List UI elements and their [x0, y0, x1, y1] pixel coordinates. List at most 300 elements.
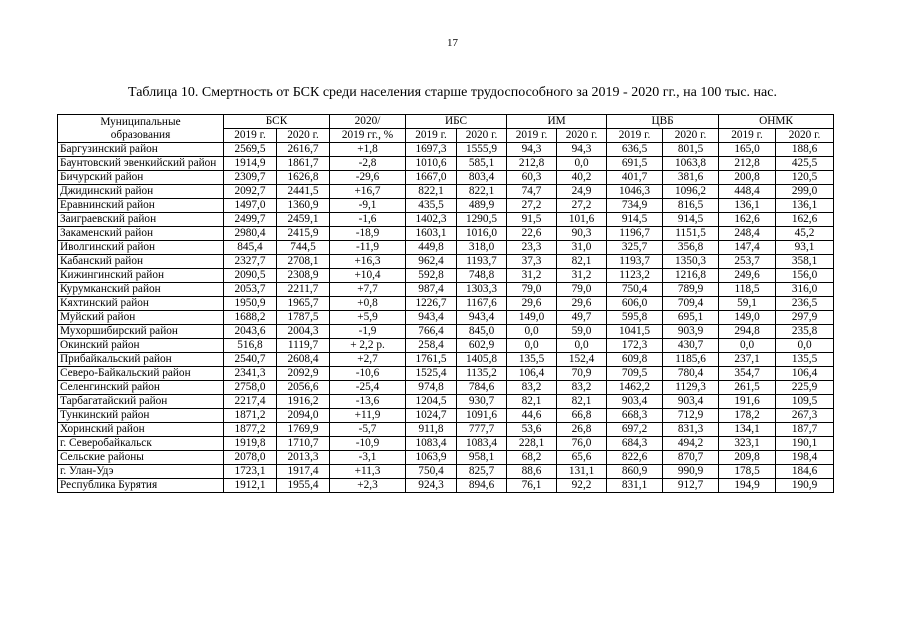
value-cell: -1,6 — [330, 213, 406, 227]
value-cell: 2056,6 — [277, 381, 330, 395]
value-cell: 134,1 — [719, 423, 776, 437]
value-cell: 60,3 — [507, 171, 557, 185]
value-cell: -29,6 — [330, 171, 406, 185]
region-name-cell: Селенгинский район — [58, 381, 224, 395]
value-cell: 2341,3 — [224, 367, 277, 381]
value-cell: 825,7 — [457, 465, 507, 479]
table-row — [58, 465, 834, 479]
value-cell: 845,4 — [224, 241, 277, 255]
value-cell: 1965,7 — [277, 297, 330, 311]
value-cell: 2980,4 — [224, 227, 277, 241]
value-cell: 31,0 — [557, 241, 607, 255]
value-cell: 1697,3 — [406, 143, 457, 157]
year-header-bsk-2020: 2020 г. — [277, 129, 330, 143]
value-cell: 94,3 — [507, 143, 557, 157]
value-cell: 200,8 — [719, 171, 776, 185]
region-name-cell: Северо-Байкальский район — [58, 367, 224, 381]
value-cell: -13,6 — [330, 395, 406, 409]
value-cell: 1914,9 — [224, 157, 277, 171]
value-cell: 1123,2 — [607, 269, 663, 283]
value-cell: 0,0 — [557, 339, 607, 353]
value-cell: 49,7 — [557, 311, 607, 325]
value-cell: 22,6 — [507, 227, 557, 241]
value-cell: 162,6 — [719, 213, 776, 227]
table-row — [58, 479, 834, 493]
table-row — [58, 423, 834, 437]
value-cell: 602,9 — [457, 339, 507, 353]
value-cell: 29,6 — [507, 297, 557, 311]
year-header-cvb-2020: 2020 г. — [663, 129, 719, 143]
value-cell: 684,3 — [607, 437, 663, 451]
value-cell: 194,9 — [719, 479, 776, 493]
year-header-onmk-2019: 2019 г. — [719, 129, 776, 143]
value-cell: 178,5 — [719, 465, 776, 479]
value-cell: 592,8 — [406, 269, 457, 283]
region-header-line2: образования — [110, 128, 171, 141]
year-header-bsk-2019: 2019 г. — [224, 129, 277, 143]
value-cell: 784,6 — [457, 381, 507, 395]
value-cell: 943,4 — [457, 311, 507, 325]
value-cell: 2309,7 — [224, 171, 277, 185]
value-cell: 2758,0 — [224, 381, 277, 395]
value-cell: 2327,7 — [224, 255, 277, 269]
value-cell: 2043,6 — [224, 325, 277, 339]
value-cell: 0,0 — [507, 339, 557, 353]
value-cell: 609,8 — [607, 353, 663, 367]
value-cell: 74,7 — [507, 185, 557, 199]
value-cell: 2013,3 — [277, 451, 330, 465]
value-cell: +11,3 — [330, 465, 406, 479]
value-cell: 209,8 — [719, 451, 776, 465]
value-cell: 65,6 — [557, 451, 607, 465]
value-cell: 29,6 — [557, 297, 607, 311]
value-cell: 191,6 — [719, 395, 776, 409]
value-cell: 236,5 — [776, 297, 834, 311]
value-cell: 1360,9 — [277, 199, 330, 213]
year-header-ibs-2020: 2020 г. — [457, 129, 507, 143]
value-cell: 1091,6 — [457, 409, 507, 423]
value-cell: 962,4 — [406, 255, 457, 269]
table-row — [58, 241, 834, 255]
year-header-onmk-2020: 2020 г. — [776, 129, 834, 143]
group-header-bsk: БСК — [224, 115, 330, 129]
value-cell: 1204,5 — [406, 395, 457, 409]
value-cell: 712,9 — [663, 409, 719, 423]
value-cell: 2569,5 — [224, 143, 277, 157]
table-row — [58, 199, 834, 213]
value-cell: 974,8 — [406, 381, 457, 395]
region-name-cell: Баунтовский эвенкийский район — [58, 157, 224, 171]
value-cell: 27,2 — [507, 199, 557, 213]
value-cell: 267,3 — [776, 409, 834, 423]
value-cell: -10,6 — [330, 367, 406, 381]
region-name-cell: Тункинский район — [58, 409, 224, 423]
value-cell: 120,5 — [776, 171, 834, 185]
value-cell: 40,2 — [557, 171, 607, 185]
value-cell: 1016,0 — [457, 227, 507, 241]
value-cell: 83,2 — [557, 381, 607, 395]
value-cell: 912,7 — [663, 479, 719, 493]
value-cell: 0,0 — [776, 339, 834, 353]
value-cell: 448,4 — [719, 185, 776, 199]
value-cell: 903,4 — [663, 395, 719, 409]
table-row — [58, 381, 834, 395]
value-cell: 1861,7 — [277, 157, 330, 171]
value-cell: 0,0 — [719, 339, 776, 353]
value-cell: 1787,5 — [277, 311, 330, 325]
value-cell: 258,4 — [406, 339, 457, 353]
value-cell: 0,0 — [507, 325, 557, 339]
value-cell: +2,7 — [330, 353, 406, 367]
value-cell: 90,3 — [557, 227, 607, 241]
region-header — [58, 115, 224, 143]
value-cell: 435,5 — [406, 199, 457, 213]
value-cell: 585,1 — [457, 157, 507, 171]
region-name-cell: Кабанский район — [58, 255, 224, 269]
value-cell: 860,9 — [607, 465, 663, 479]
value-cell: 248,4 — [719, 227, 776, 241]
value-cell: 1151,5 — [663, 227, 719, 241]
value-cell: 1193,7 — [607, 255, 663, 269]
value-cell: +7,7 — [330, 283, 406, 297]
region-name-cell: Кижингинский район — [58, 269, 224, 283]
value-cell: 1761,5 — [406, 353, 457, 367]
value-cell: 316,0 — [776, 283, 834, 297]
value-cell: 1129,3 — [663, 381, 719, 395]
group-header-cvb: ЦВБ — [607, 115, 719, 129]
value-cell: 1405,8 — [457, 353, 507, 367]
region-name-cell: Баргузинский район — [58, 143, 224, 157]
value-cell: 766,4 — [406, 325, 457, 339]
region-name-cell: Мухоршибирский район — [58, 325, 224, 339]
value-cell: 894,6 — [457, 479, 507, 493]
value-cell: 1667,0 — [406, 171, 457, 185]
value-cell: 489,9 — [457, 199, 507, 213]
table-row — [58, 269, 834, 283]
value-cell: 23,3 — [507, 241, 557, 255]
value-cell: 943,4 — [406, 311, 457, 325]
value-cell: 356,8 — [663, 241, 719, 255]
value-cell: 870,7 — [663, 451, 719, 465]
value-cell: 2415,9 — [277, 227, 330, 241]
value-cell: 516,8 — [224, 339, 277, 353]
value-cell: -1,9 — [330, 325, 406, 339]
value-cell: 822,1 — [457, 185, 507, 199]
value-cell: 595,8 — [607, 311, 663, 325]
change-header-line1: 2020/ — [330, 115, 406, 129]
value-cell: 822,1 — [406, 185, 457, 199]
value-cell: 2308,9 — [277, 269, 330, 283]
value-cell: 358,1 — [776, 255, 834, 269]
value-cell: 1216,8 — [663, 269, 719, 283]
value-cell: 59,0 — [557, 325, 607, 339]
value-cell: 184,6 — [776, 465, 834, 479]
value-cell: 1626,8 — [277, 171, 330, 185]
value-cell: 2094,0 — [277, 409, 330, 423]
group-header-onmk: ОНМК — [719, 115, 834, 129]
region-name-cell: Закаменский район — [58, 227, 224, 241]
value-cell: -2,8 — [330, 157, 406, 171]
value-cell: 401,7 — [607, 171, 663, 185]
value-cell: 31,2 — [507, 269, 557, 283]
value-cell: 1041,5 — [607, 325, 663, 339]
value-cell: 430,7 — [663, 339, 719, 353]
value-cell: 2004,3 — [277, 325, 330, 339]
value-cell: 1196,7 — [607, 227, 663, 241]
region-name-cell: Республика Бурятия — [58, 479, 224, 493]
value-cell: 165,0 — [719, 143, 776, 157]
value-cell: -9,1 — [330, 199, 406, 213]
region-name-cell: г. Улан-Удэ — [58, 465, 224, 479]
value-cell: -25,4 — [330, 381, 406, 395]
value-cell: 94,3 — [557, 143, 607, 157]
value-cell: 212,8 — [719, 157, 776, 171]
value-cell: 1525,4 — [406, 367, 457, 381]
value-cell: 1119,7 — [277, 339, 330, 353]
region-name-cell: Тарбагатайский район — [58, 395, 224, 409]
value-cell: 636,5 — [607, 143, 663, 157]
region-name-cell: Курумканский район — [58, 283, 224, 297]
value-cell: 106,4 — [776, 367, 834, 381]
value-cell: 2441,5 — [277, 185, 330, 199]
value-cell: 101,6 — [557, 213, 607, 227]
table-row — [58, 451, 834, 465]
value-cell: 777,7 — [457, 423, 507, 437]
value-cell: 987,4 — [406, 283, 457, 297]
table-row — [58, 353, 834, 367]
value-cell: 831,1 — [607, 479, 663, 493]
value-cell: 149,0 — [507, 311, 557, 325]
value-cell: 92,2 — [557, 479, 607, 493]
value-cell: 225,9 — [776, 381, 834, 395]
table-row — [58, 297, 834, 311]
value-cell: 172,3 — [607, 339, 663, 353]
value-cell: 178,2 — [719, 409, 776, 423]
table-row — [58, 311, 834, 325]
table-row — [58, 143, 834, 157]
value-cell: 135,5 — [776, 353, 834, 367]
value-cell: -11,9 — [330, 241, 406, 255]
region-name-cell: Хоринский район — [58, 423, 224, 437]
value-cell: 1688,2 — [224, 311, 277, 325]
table-body — [58, 143, 834, 493]
value-cell: 66,8 — [557, 409, 607, 423]
value-cell: 136,1 — [719, 199, 776, 213]
value-cell: 31,2 — [557, 269, 607, 283]
value-cell: 325,7 — [607, 241, 663, 255]
value-cell: +16,7 — [330, 185, 406, 199]
table-row — [58, 213, 834, 227]
value-cell: 53,6 — [507, 423, 557, 437]
value-cell: 1083,4 — [457, 437, 507, 451]
value-cell: 118,5 — [719, 283, 776, 297]
group-header-im: ИМ — [507, 115, 607, 129]
value-cell: 2078,0 — [224, 451, 277, 465]
value-cell: 297,9 — [776, 311, 834, 325]
value-cell: 323,1 — [719, 437, 776, 451]
value-cell: 914,5 — [607, 213, 663, 227]
value-cell: 190,1 — [776, 437, 834, 451]
value-cell: -3,1 — [330, 451, 406, 465]
value-cell: 2217,4 — [224, 395, 277, 409]
value-cell: -10,9 — [330, 437, 406, 451]
year-header-im-2019: 2019 г. — [507, 129, 557, 143]
table-row — [58, 437, 834, 451]
value-cell: 294,8 — [719, 325, 776, 339]
group-header-ibs: ИБС — [406, 115, 507, 129]
value-cell: 1871,2 — [224, 409, 277, 423]
value-cell: 1024,7 — [406, 409, 457, 423]
region-name-cell: Иволгинский район — [58, 241, 224, 255]
value-cell: -5,7 — [330, 423, 406, 437]
value-cell: 801,5 — [663, 143, 719, 157]
table-row — [58, 185, 834, 199]
value-cell: 68,2 — [507, 451, 557, 465]
value-cell: 1083,4 — [406, 437, 457, 451]
value-cell: 831,3 — [663, 423, 719, 437]
value-cell: 381,6 — [663, 171, 719, 185]
value-cell: +16,3 — [330, 255, 406, 269]
value-cell: 668,3 — [607, 409, 663, 423]
value-cell: 24,9 — [557, 185, 607, 199]
value-cell: 903,4 — [607, 395, 663, 409]
value-cell: 750,4 — [607, 283, 663, 297]
value-cell: 136,1 — [776, 199, 834, 213]
value-cell: 803,4 — [457, 171, 507, 185]
year-header-ibs-2019: 2019 г. — [406, 129, 457, 143]
value-cell: 748,8 — [457, 269, 507, 283]
value-cell: 990,9 — [663, 465, 719, 479]
region-name-cell: Еравнинский район — [58, 199, 224, 213]
value-cell: 1193,7 — [457, 255, 507, 269]
value-cell: 1877,2 — [224, 423, 277, 437]
value-cell: 44,6 — [507, 409, 557, 423]
table-row — [58, 227, 834, 241]
region-name-cell: Прибайкальский район — [58, 353, 224, 367]
value-cell: +5,9 — [330, 311, 406, 325]
value-cell: 2092,9 — [277, 367, 330, 381]
value-cell: 93,1 — [776, 241, 834, 255]
value-cell: 79,0 — [557, 283, 607, 297]
value-cell: 109,5 — [776, 395, 834, 409]
value-cell: 2499,7 — [224, 213, 277, 227]
region-name-cell: Муйский район — [58, 311, 224, 325]
region-name-cell: Сельские районы — [58, 451, 224, 465]
value-cell: 2459,1 — [277, 213, 330, 227]
value-cell: 1010,6 — [406, 157, 457, 171]
value-cell: 1046,3 — [607, 185, 663, 199]
value-cell: 903,9 — [663, 325, 719, 339]
value-cell: 1350,3 — [663, 255, 719, 269]
value-cell: 1917,4 — [277, 465, 330, 479]
value-cell: 1710,7 — [277, 437, 330, 451]
value-cell: 816,5 — [663, 199, 719, 213]
value-cell: 135,5 — [507, 353, 557, 367]
value-cell: 924,3 — [406, 479, 457, 493]
change-header-line2: 2019 гг., % — [330, 129, 406, 143]
value-cell: 1303,3 — [457, 283, 507, 297]
value-cell: 1950,9 — [224, 297, 277, 311]
value-cell: 1462,2 — [607, 381, 663, 395]
value-cell: 79,0 — [507, 283, 557, 297]
value-cell: 76,1 — [507, 479, 557, 493]
value-cell: 354,7 — [719, 367, 776, 381]
value-cell: 1723,1 — [224, 465, 277, 479]
value-cell: 147,4 — [719, 241, 776, 255]
value-cell: 449,8 — [406, 241, 457, 255]
value-cell: 249,6 — [719, 269, 776, 283]
region-header-line1: Муниципальные — [100, 115, 181, 128]
value-cell: 1555,9 — [457, 143, 507, 157]
value-cell: 425,5 — [776, 157, 834, 171]
region-name-cell: Бичурский район — [58, 171, 224, 185]
value-cell: 1916,2 — [277, 395, 330, 409]
value-cell: 930,7 — [457, 395, 507, 409]
value-cell: 780,4 — [663, 367, 719, 381]
value-cell: 2540,7 — [224, 353, 277, 367]
value-cell: 822,6 — [607, 451, 663, 465]
value-cell: 106,4 — [507, 367, 557, 381]
table-row — [58, 395, 834, 409]
value-cell: 198,4 — [776, 451, 834, 465]
value-cell: 70,9 — [557, 367, 607, 381]
value-cell: 1185,6 — [663, 353, 719, 367]
value-cell: 1912,1 — [224, 479, 277, 493]
value-cell: 789,9 — [663, 283, 719, 297]
value-cell: 606,0 — [607, 297, 663, 311]
value-cell: 45,2 — [776, 227, 834, 241]
value-cell: 188,6 — [776, 143, 834, 157]
value-cell: 2053,7 — [224, 283, 277, 297]
value-cell: 228,1 — [507, 437, 557, 451]
value-cell: +11,9 — [330, 409, 406, 423]
value-cell: 845,0 — [457, 325, 507, 339]
value-cell: 750,4 — [406, 465, 457, 479]
table-title: Таблица 10. Смертность от БСК среди населения старше трудоспособного за 2019 - 2020 гг., на 100 тыс. нас. — [128, 85, 777, 100]
mortality-table — [57, 114, 834, 493]
value-cell: +1,8 — [330, 143, 406, 157]
value-cell: 37,3 — [507, 255, 557, 269]
region-name-cell: Заиграевский район — [58, 213, 224, 227]
value-cell: 1402,3 — [406, 213, 457, 227]
value-cell: 1063,8 — [663, 157, 719, 171]
value-cell: 187,7 — [776, 423, 834, 437]
value-cell: 82,1 — [507, 395, 557, 409]
table-row — [58, 339, 834, 353]
value-cell: 88,6 — [507, 465, 557, 479]
region-name-cell: г. Северобайкальск — [58, 437, 224, 451]
value-cell: 253,7 — [719, 255, 776, 269]
value-cell: 911,8 — [406, 423, 457, 437]
value-cell: 261,5 — [719, 381, 776, 395]
table-row — [58, 325, 834, 339]
value-cell: 1955,4 — [277, 479, 330, 493]
value-cell: 91,5 — [507, 213, 557, 227]
value-cell: 26,8 — [557, 423, 607, 437]
value-cell: 958,1 — [457, 451, 507, 465]
value-cell: 744,5 — [277, 241, 330, 255]
value-cell: 82,1 — [557, 395, 607, 409]
value-cell: 59,1 — [719, 297, 776, 311]
table-row — [58, 171, 834, 185]
value-cell: 237,1 — [719, 353, 776, 367]
value-cell: 1096,2 — [663, 185, 719, 199]
value-cell: 1603,1 — [406, 227, 457, 241]
region-name-cell: Кяхтинский район — [58, 297, 224, 311]
value-cell: 152,4 — [557, 353, 607, 367]
value-cell: 1167,6 — [457, 297, 507, 311]
value-cell: 2616,7 — [277, 143, 330, 157]
